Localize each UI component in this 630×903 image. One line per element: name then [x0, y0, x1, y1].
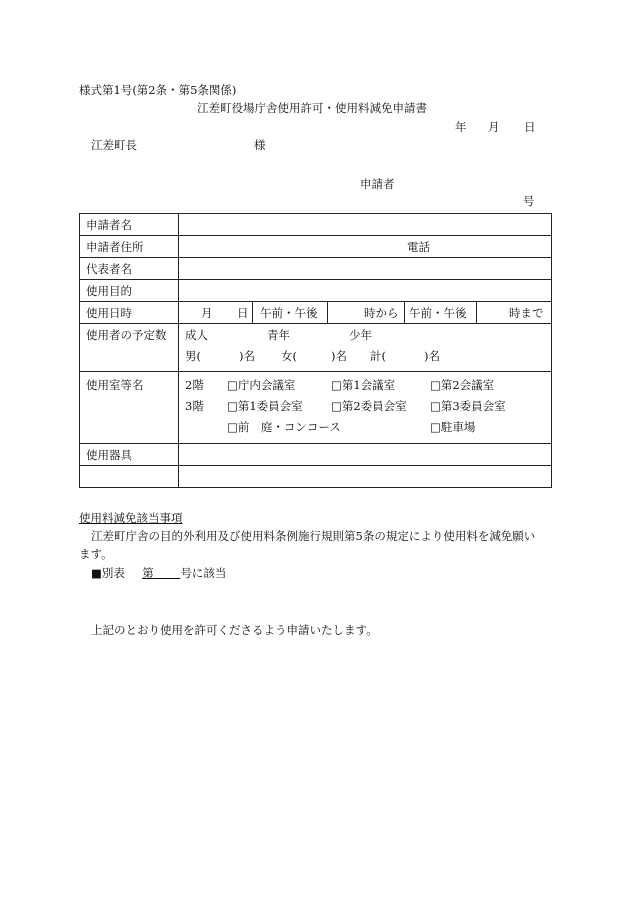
- from-label: 時から: [364, 306, 399, 320]
- date-month: 月: [488, 120, 500, 134]
- male-label: 男(: [185, 349, 201, 363]
- ampm-end[interactable]: 午前・午後: [409, 306, 467, 320]
- application-table: [79, 213, 552, 488]
- usage-datetime-label: 使用日時: [80, 302, 179, 324]
- table-row: [80, 214, 552, 236]
- honorific: 様: [254, 138, 266, 152]
- representative-label: 代表者名: [80, 258, 179, 280]
- room-parking-checkbox[interactable]: □駐車場: [430, 420, 476, 434]
- child-label: 少年: [349, 328, 372, 342]
- adult-label: 成人: [185, 328, 208, 342]
- date-day: 日: [524, 120, 536, 134]
- equipment-label: 使用器具: [80, 444, 179, 466]
- table-row: [80, 444, 552, 466]
- reduction-body-line1: 江差町庁舎の目的外利用及び使用料条例施行規則第5条の規定により使用料を減免願い: [91, 529, 536, 543]
- usage-datetime-field[interactable]: [179, 302, 552, 324]
- room-front-checkbox[interactable]: □前 庭・コンコース: [227, 420, 341, 434]
- divider: [252, 302, 253, 323]
- applicant-name-field[interactable]: [179, 214, 552, 236]
- purpose-label: 使用目的: [80, 280, 179, 302]
- representative-field[interactable]: [179, 258, 552, 280]
- total-unit: )名: [424, 349, 440, 363]
- youth-label: 青年: [267, 328, 290, 342]
- document-title: 江差町役場庁舎使用許可・使用料減免申請書: [197, 101, 427, 115]
- male-unit: )名: [239, 349, 255, 363]
- applicant-name-label: 申請者名: [80, 214, 179, 236]
- applicant-address-label: 申請者住所: [80, 236, 179, 258]
- attendees-field[interactable]: [179, 324, 552, 372]
- table-row: [80, 236, 552, 258]
- table-ref-label: ■別表: [91, 566, 125, 580]
- table-dai[interactable]: 第: [142, 566, 154, 580]
- applicant-label: 申請者: [360, 177, 395, 191]
- table-row: [80, 258, 552, 280]
- equipment-field[interactable]: [179, 444, 552, 466]
- phone-label: 電話: [407, 240, 430, 254]
- room-comm3-checkbox[interactable]: □第3委員会室: [430, 399, 506, 413]
- number-label: 号: [523, 194, 535, 208]
- table-reference: [91, 566, 226, 580]
- purpose-field[interactable]: [179, 280, 552, 302]
- applicant-address-field[interactable]: [179, 236, 552, 258]
- closing-statement: 上記のとおり使用を許可くださるよう申請いたします。: [91, 623, 378, 637]
- reduction-heading: 使用料減免該当事項: [79, 511, 183, 525]
- room-office-checkbox[interactable]: □庁内会議室: [227, 378, 296, 392]
- until-label: 時まで: [509, 306, 544, 320]
- divider: [476, 302, 477, 323]
- attendees-label: 使用者の予定数: [80, 324, 179, 372]
- room-label: 使用室等名: [80, 372, 179, 444]
- table-row: [80, 324, 552, 372]
- room-comm1-checkbox[interactable]: □第1委員会室: [227, 399, 303, 413]
- table-row: [80, 372, 552, 444]
- table-row: [80, 466, 552, 488]
- table-go: 号に該当: [180, 566, 227, 580]
- room-conf1-checkbox[interactable]: □第1会議室: [331, 378, 396, 392]
- date-year: 年: [455, 120, 467, 134]
- ampm-start[interactable]: 午前・午後: [260, 306, 318, 320]
- room-conf2-checkbox[interactable]: □第2会議室: [430, 378, 495, 392]
- usage-month: 月: [201, 306, 213, 320]
- reduction-body-line2: ます。: [79, 547, 113, 561]
- floor-2-label: 2階: [185, 378, 204, 392]
- room-field: [179, 372, 552, 444]
- floor-3-label: 3階: [185, 399, 204, 413]
- empty-field[interactable]: [179, 466, 552, 488]
- total-label: 計(: [370, 349, 386, 363]
- empty-label: [80, 466, 179, 488]
- addressee: 江差町長: [91, 138, 137, 152]
- form-number: 様式第1号(第2条・第5条関係): [79, 83, 237, 97]
- female-label: 女(: [281, 349, 297, 363]
- female-unit: )名: [331, 349, 347, 363]
- table-row: [80, 280, 552, 302]
- divider: [404, 302, 405, 323]
- room-comm2-checkbox[interactable]: □第2委員会室: [331, 399, 407, 413]
- usage-day: 日: [237, 306, 249, 320]
- table-row: [80, 302, 552, 324]
- divider: [327, 302, 328, 323]
